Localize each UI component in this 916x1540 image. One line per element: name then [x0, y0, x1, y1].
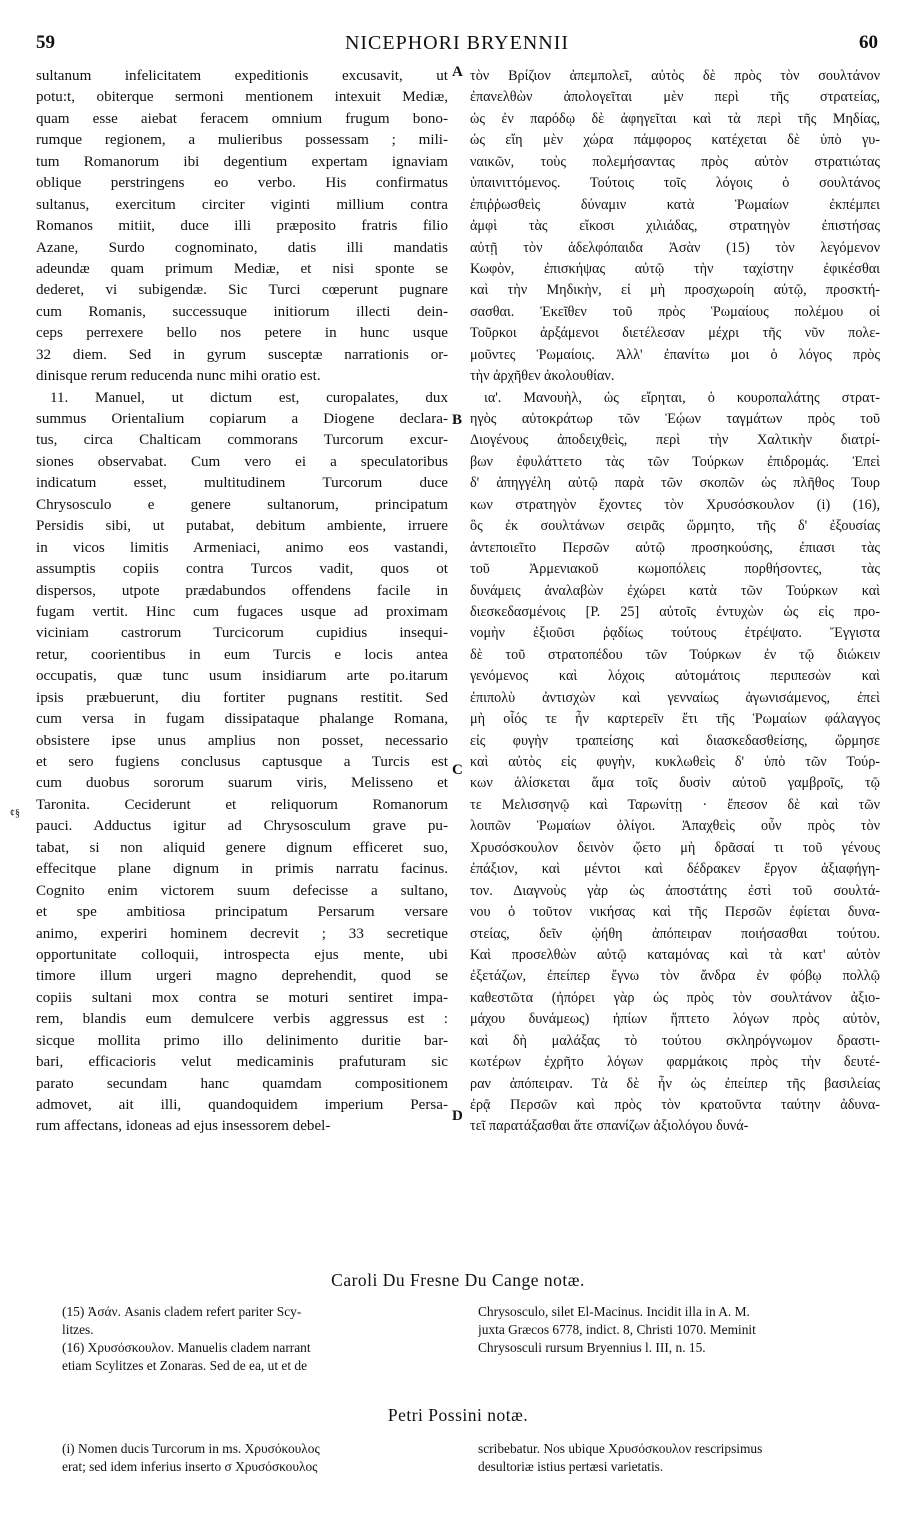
text-line: scribebatur. Nos ubique Χρυσόσκουλον rescripsimus	[478, 1441, 763, 1456]
text-line: αὐτῇ τὸν ἀδελφόπαιδα Ἀσὰν (15) τὸν λεγόμενον	[470, 239, 880, 256]
text-line: τοῦ Ἀρμενιακοῦ κωμοπόλεις πορθήσοντες, τὰς	[470, 561, 880, 578]
text-line: occupatis, quæ tunc usum insidiarum arte po.itarum	[36, 668, 448, 685]
text-line: Romanos mitiit, duce illi præposito fratris filio	[36, 218, 448, 235]
text-line: assumptis copiis contra Turcos vadit, quos ot	[36, 561, 448, 578]
text-line: καὶ δὴ μαλάξας τὸ τούτου σκληρόγνωμον δραστι-	[470, 1032, 880, 1049]
text-line: Κωφὸν, ἐπισκήψας αὐτῷ τὴν ταχίστην ἐφικέσθαι	[470, 260, 880, 277]
text-line: Chrysosculo, silet El-Macinus. Incidit illa in A. M.	[478, 1304, 750, 1319]
text-line: ἀμφὶ τὰς εἴκοσι χιλιάδας, στρατηγὸν ἐπιστήσας	[470, 218, 880, 235]
text-line: βων ἐφυλάττετο τὰς τῶν Τούρκων ἐπιδρομάς. Ἐπεὶ	[470, 453, 880, 470]
text-line: sultanum infelicitatem expeditionis excusavit, ut	[36, 68, 448, 84]
text-line: Καὶ προσελθὼν αὐτῷ καταμόνας καὶ τὰ κατ' αὐτὸν	[470, 946, 880, 963]
text-line: opportunitate colloquii, introspecta ejus mente, ubi	[36, 946, 448, 963]
text-line: desultoriæ istius pertæsi varietatis.	[478, 1459, 664, 1474]
text-line: effecitque plane dignum in primis narratu facinus.	[36, 861, 448, 878]
text-line: ἐπάξιον, καὶ μέντοι καὶ δέδρακεν ἔργον ἀξιαφήγη-	[470, 861, 880, 878]
text-line: viciniam castrorum Turcicorum cupidius insequi-	[36, 625, 448, 642]
text-line: potu:t, obiterque sermoni mentionem intexuit Mediæ,	[36, 89, 448, 106]
text-line: ὑπαινιττόμενος. Τούτοις τοῖς λόγοις ὁ σουλτάνος	[470, 175, 880, 192]
text-line: timore illum urgeri magno deprehendit, quod se	[36, 968, 448, 985]
text-line: τεῖ παρατάξασθαι ἅτε σπανίζων ἀξιολόγου δυνά-	[470, 1118, 749, 1135]
text-line: dinisque rerum reducenda nunc mihi oratio est.	[36, 368, 321, 385]
text-line: copiis sultani mox contra se moturi sentiret impa-	[36, 989, 448, 1006]
text-line: quam esse aiebat feracem omnium frugum bono-	[36, 110, 448, 127]
page-number-left: 59	[36, 32, 55, 53]
text-line: parato secundam hanc quamdam compositionem	[36, 1075, 448, 1092]
text-line: indicatum esset, multitudinem Turcorum duce	[36, 475, 448, 492]
text-line: et sero fugiens conclusus captusque a Turcis est	[36, 754, 448, 770]
text-line: admovet, ait illi, quandoquidem imperium Persa-	[36, 1097, 448, 1113]
text-line: καθεστῶτα (ἠπόρει γὰρ ὡς πρὸς τὸν σουλτάνον ἀξιο-	[470, 989, 880, 1006]
running-title: NICEPHORI BRYENNII	[344, 32, 570, 54]
notes-heading-possini: Petri Possini notæ.	[387, 1405, 529, 1425]
text-line: adeundæ quam primum Mediæ, et nisi sponte se	[36, 260, 448, 277]
text-line: νου ὁ τοῦτον νικήσας καὶ τῆς Περσῶν ἐφίεται δυνα-	[470, 904, 880, 921]
text-line: δ' ἀπηγγέλη αὐτῷ παρὰ τῶν σκοπῶν ὡς πλῆθος Τουρ	[470, 475, 880, 492]
text-line: Cognito enim victorem suum defecisse a sultano,	[36, 882, 448, 899]
text-line: (16) Χρυσόσκουλον. Manuelis cladem narrant	[62, 1340, 311, 1355]
text-line: νομὴν ἐξιοῦσι ῥᾳδίως τούτους ἐτρέψατο. Ἔγγιστα	[470, 625, 880, 642]
text-line: etiam Scylitzes et Zonaras. Sed de ea, ut et de	[62, 1358, 308, 1373]
text-line: εἰς φυγὴν τραπείσης καὶ διασκεδασθείσης, ὥρμησε	[470, 732, 880, 749]
page-number-right: 60	[859, 32, 878, 53]
text-line: δυνάμεις ἀναλαβὼν ἐχώρει κατὰ τῶν Τούρκων καὶ	[470, 582, 880, 599]
text-line: et spe ambitiosa principatum Persarum versare	[36, 904, 448, 921]
text-line: κων ἁλίσκεται ἅμα τοῖς δυσὶν αὐτοῦ γαμβροῖς, τῷ	[470, 775, 880, 792]
margin-letter-b: B	[452, 412, 463, 428]
text-line: dispersos, utpote prædabundos offendens facile in	[36, 582, 448, 599]
text-line: cum duobus sororum suarum viris, Melisseno et	[36, 775, 448, 792]
text-line: sultanus, exercitum circiter viginti millium contra	[36, 196, 448, 213]
text-line: erat; sed idem inferius inserto σ Χρυσόσκουλος	[62, 1459, 318, 1474]
text-line: κων στρατηγὸν ἔχοντες τὸν Χρυσόσκουλον (i) (16),	[470, 496, 880, 513]
text-line: rem, blandis eum demulcere verbis aggressus est :	[36, 1011, 448, 1028]
text-line: juxta Græcos 6778, indict. 8, Christi 1070. Meminit	[478, 1322, 756, 1337]
running-head	[36, 32, 878, 56]
du-cange-notes-right	[478, 1303, 878, 1357]
text-line: ναικῶν, τοὺς πολεμήσαντας πρὸς αὐτὸν στρατιώτας	[470, 153, 880, 170]
text-line: διεσκεδασμένοις [P. 25] αὐτοῖς ἐντυχὼν ὡς εἰς προ-	[470, 603, 880, 620]
text-line: rum affectans, idoneas ad ejus insessorem debel-	[36, 1118, 331, 1135]
text-line: pauci. Adductus igitur ad Chrysosculum grave pu-	[36, 818, 448, 835]
text-line: (i) Nomen ducis Turcorum in ms. Χρυσόκουλος	[62, 1441, 320, 1456]
text-line: Διογένους ἀποδειχθεὶς, περὶ τὴν Χαλτικὴν διατρί-	[470, 432, 880, 449]
text-line: dederet, vi subigendæ. Sic Turci cœperunt pugnare	[36, 282, 448, 299]
text-line: animo, experiri hominem decrevit ; 33 secretique	[36, 925, 448, 942]
text-line: ἐρᾷ Περσῶν καὶ πρὸς τὸν κρατοῦντα ταύτην ἀδυνα-	[470, 1097, 880, 1113]
text-line: retur, coorientibus in eum Turcis e locis antea	[36, 646, 448, 663]
margin-letter-a: A	[452, 64, 463, 80]
text-line: 11. Manuel, ut dictum est, curopalates, dux	[50, 389, 448, 406]
text-line: Taronita. Ceciderunt et reliquorum Romanorum	[36, 796, 448, 813]
text-line: Χρυσόσκουλον δεινὸν ᾤετο μὴ δρᾶσαί τι τοῦ γένους	[470, 839, 880, 856]
text-line: sicque mollita primo illo delinimento duritie bar-	[36, 1032, 448, 1049]
text-line: cum Romanis, successuque initiorum illecti dein-	[36, 303, 448, 320]
text-line: rumque regionem, a mulieribus possessam ; mili-	[36, 132, 448, 149]
text-line: τὴν ἀρχῆθεν ἀκολουθίαν.	[470, 368, 615, 385]
text-line: κωτέρων ἐχρῆτο λόγων φαρμάκοις πρὸς τὴν δευτέ-	[470, 1054, 880, 1071]
possini-notes-right	[478, 1440, 878, 1476]
text-line: obsistere ipse unus amplius non posset, necessario	[36, 732, 448, 749]
text-line: cum versa in fugam dissipataque phalange Romana,	[36, 711, 448, 728]
du-cange-notes-left	[62, 1303, 457, 1375]
text-line: ηγὸς αὐτοκράτωρ τῶν Ἑῴων ταγμάτων πρὸς τοῦ	[470, 411, 880, 427]
text-line: τε Μελισσηνῷ καὶ Ταρωνίτῃ · ἔπεσον δὲ καὶ τῶν	[470, 796, 880, 813]
text-line: Chrysosculo e genere sultanorum, principatum	[36, 496, 448, 513]
text-line: ἐπιῤῥωσθεὶς δύναμιν κατὰ Ῥωμαίων ἐκπέμπει	[470, 196, 880, 213]
text-line: μοῦντες Ῥωμαίοις. Ἀλλ' ἐπανίτω μοι ὁ λόγος πρὸς	[470, 346, 880, 363]
text-line: ια'. Μανουὴλ, ὡς εἴρηται, ὁ κουροπαλάτης στρατ-	[484, 389, 880, 406]
text-line: σασθαι. Ἐκεῖθεν τοῦ πρὸς Ῥωμαίους πολέμου οἱ	[470, 303, 880, 320]
text-line: Chrysosculi rursum Bryennius l. III, n. 15.	[478, 1340, 706, 1355]
text-line: (15) Ἀσάν. Asanis cladem refert pariter Scy-	[62, 1304, 302, 1319]
text-line: λοιπῶν Ῥωμαίων ὀλίγοι. Ἀπαχθεὶς οὖν πρὸς τὸν	[470, 818, 880, 835]
text-line: ἀντεποιεῖτο Περσῶν αὐτῷ προσηκούσης, ἐπιασι τὰς	[470, 539, 880, 556]
text-line: Azane, Surdo cognominato, datis illi mandatis	[36, 239, 448, 256]
text-line: τον. Διαγνοὺς γὰρ ὡς ἀποστάτης ἐστὶ τοῦ σουλτά-	[470, 882, 880, 899]
possini-notes-left	[62, 1440, 457, 1476]
text-line: ipsis præbuerunt, diu fortiter pugnans restitit. Sed	[36, 689, 448, 706]
text-line: ἐπιπολὺ ἀντισχὼν καὶ γενναίως ἀγωνισάμενος, ἐπεὶ	[470, 689, 880, 706]
text-line: fugam vertit. Hinc cum fugaces usque ad proximam	[36, 603, 448, 620]
margin-letter-d: D	[452, 1108, 463, 1124]
notes-heading-du-cange: Caroli Du Fresne Du Cange notæ.	[331, 1270, 585, 1290]
text-line: bari, efficacioris velut medicaminis prafuturam sic	[36, 1054, 448, 1071]
margin-stray-mark: ¢§	[10, 808, 20, 819]
margin-letter-c: C	[452, 762, 463, 778]
text-line: tabat, si non aliquid genere dignum efficeret suo,	[36, 839, 448, 856]
text-line: ὡς ἐν παρόδῳ δὲ ἀφηγεῖται καὶ τὰ περὶ τῆς Μηδίας,	[470, 110, 880, 127]
text-line: Persidis sibi, ut putabat, debitum ambiente, irruere	[36, 518, 448, 535]
text-line: ἐπανελθὼν ἀπολογεῖται μὲν περὶ τῆς στρατείας,	[470, 89, 880, 106]
text-line: ceps perrexere bello nos petere in hunc usque	[36, 325, 448, 342]
text-line: ἐξετάζων, ἐπείπερ ἔγνω τὸν ἄνδρα ἐν φόβῳ πολλῷ	[470, 968, 880, 985]
text-line: στείας, δεῖν ᾠήθη ἀπόπειραν ποιήσασθαι τούτου.	[470, 925, 880, 942]
text-line: litzes.	[62, 1322, 94, 1337]
text-line: καὶ τὴν Μηδικὴν, εἰ μὴ προσχωροίη αὐτῷ, προσκτή-	[470, 282, 880, 299]
latin-text-column	[36, 66, 448, 1138]
text-line: ὡς εἴη μὲν χώρα πάμφορος κατέχεται δὲ ὑπὸ γυ-	[470, 132, 880, 149]
text-line: τὸν Βρίζιον ἀπεμπολεῖ, αὐτὸς δὲ πρὸς τὸν σουλτάνον	[470, 68, 880, 84]
text-line: in vicos limitis Armeniaci, animo eos vastandi,	[36, 539, 448, 556]
text-line: oblique perstringens eo verbo. His confirmatus	[36, 175, 448, 192]
text-line: καὶ αὐτὸς εἰς φυγὴν, κυκλωθεὶς δ' ὑπὸ τῶν Τούρ-	[470, 754, 880, 770]
text-line: summus Orientalium copiarum a Diogene declara-	[36, 411, 448, 427]
text-line: γενόμενος καὶ λόχοις αὐτομάτοις περιπεσὼν καὶ	[470, 668, 880, 685]
text-line: μάχου δυνάμεως) ἠπίων ἥπτετο λόγων πρὸς αὐτὸν,	[470, 1011, 880, 1028]
text-line: Τοῦρκοι ἀρξάμενοι διετέλεσαν μέχρι τῆς νῦν πολε-	[470, 325, 880, 342]
text-line: siones observabat. Cum vero ei a speculatoribus	[36, 453, 448, 470]
text-line: ραν ἀπόπειραν. Τὰ δὲ ἦν ὡς ἐπείπερ τῆς βασιλείας	[470, 1075, 880, 1092]
greek-text-column	[470, 66, 880, 1138]
text-line: tum Romanorum ibi degentium expertam ignaviam	[36, 153, 448, 170]
text-line: tus, circa Chalticam commorans Turcorum excur-	[36, 432, 448, 449]
text-line: 32 diem. Sed in gyrum susceptæ narrationis or-	[36, 346, 448, 363]
text-line: δὲ τοῦ στρατοπέδου τῶν Τούρκων ἐν τῷ διώκειν	[470, 646, 880, 663]
text-line: ὃς ἐκ σουλτάνων σειρᾶς ὥρμητο, τῆς δ' ἐξουσίας	[470, 518, 880, 535]
text-line: μὴ οἷός τε ἦν καρτερεῖν ἔτι τῆς Ῥωμαίων φάλαγγος	[470, 711, 880, 728]
